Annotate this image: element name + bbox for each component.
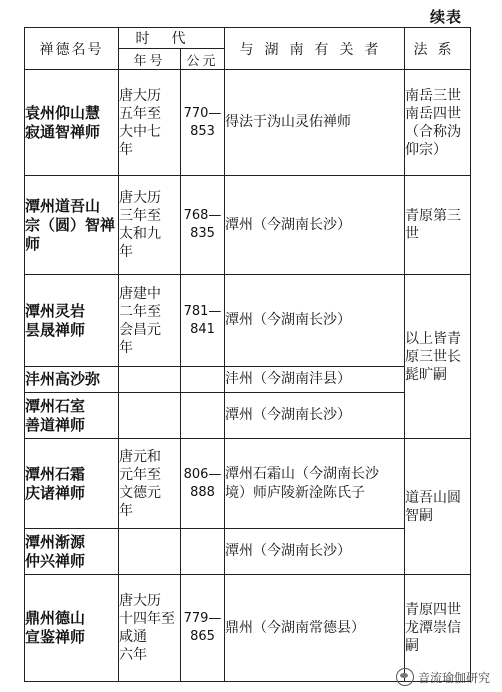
era-name: 唐元和 元年至 文德元 年 [119, 439, 181, 529]
watermark [396, 668, 490, 686]
table-row [25, 367, 471, 393]
table-row [25, 439, 471, 529]
lineage: 青原四世 龙潭崇信 嗣 [405, 575, 471, 682]
era-name [119, 393, 181, 439]
master-name: 潭州渐源 仲兴禅师 [25, 529, 119, 575]
hunan-relation: 潭州石霜山（今湖南长沙 境）师庐陵新淦陈氏子 [225, 439, 405, 529]
table-row [25, 529, 471, 575]
page-label-continued: 续表 [429, 8, 462, 26]
header-relation: 与湖南有关者 [225, 28, 405, 70]
year-range: 781— 841 [181, 275, 225, 367]
header-era: 时代 [119, 28, 225, 49]
table-row [25, 275, 471, 367]
era-name: 唐大历 十四年至 咸通 六年 [119, 575, 181, 682]
hunan-relation: 得法于沩山灵佑禅师 [225, 70, 405, 176]
hunan-relation: 鼎州（今湖南常德县） [225, 575, 405, 682]
hunan-relation: 潭州（今湖南长沙） [225, 393, 405, 439]
year-range [181, 367, 225, 393]
era-name: 唐大历 三年至 太和九 年 [119, 176, 181, 275]
master-name: 潭州灵岩 昙晟禅师 [25, 275, 119, 367]
master-name: 袁州仰山慧 寂通智禅师 [25, 70, 119, 176]
header-year: 公元 [181, 49, 225, 70]
master-name: 潭州石室 善道禅师 [25, 393, 119, 439]
hunan-relation: 潭州（今湖南长沙） [225, 529, 405, 575]
header-lineage: 法系 [405, 28, 471, 70]
hunan-relation: 潭州（今湖南长沙） [225, 176, 405, 275]
header-row [25, 28, 471, 49]
table-row [25, 393, 471, 439]
lineage-merged: 以上皆青 原三世长 髭旷嗣 [405, 275, 471, 439]
era-name [119, 529, 181, 575]
watermark-text: 音流瑜伽研究 [417, 670, 490, 685]
zen-masters-table [24, 27, 471, 682]
master-name: 沣州高沙弥 [25, 367, 119, 393]
year-range: 768— 835 [181, 176, 225, 275]
master-name: 潭州道吾山 宗（圆）智禅 师 [25, 176, 119, 275]
era-name [119, 367, 181, 393]
lineage: 南岳三世 南岳四世 （合称沩 仰宗） [405, 70, 471, 176]
year-range [181, 393, 225, 439]
year-range: 806— 888 [181, 439, 225, 529]
lineage: 青原第三 世 [405, 176, 471, 275]
master-name: 潭州石霜 庆诸禅师 [25, 439, 119, 529]
hunan-relation: 沣州（今湖南沣县） [225, 367, 405, 393]
master-name: 鼎州德山 宣鉴禅师 [25, 575, 119, 682]
era-name: 唐建中 二年至 会昌元 年 [119, 275, 181, 367]
era-name: 唐大历 五年至 大中七 年 [119, 70, 181, 176]
header-era-name: 年号 [119, 49, 181, 70]
table-row [25, 70, 471, 176]
lineage-merged: 道吾山圆 智嗣 [405, 439, 471, 575]
hunan-relation: 潭州（今湖南长沙） [225, 275, 405, 367]
table-row [25, 575, 471, 682]
year-range: 770— 853 [181, 70, 225, 176]
header-name: 禅德名号 [25, 28, 119, 70]
year-range: 779— 865 [181, 575, 225, 682]
wechat-icon [396, 668, 414, 686]
year-range [181, 529, 225, 575]
table-row [25, 176, 471, 275]
